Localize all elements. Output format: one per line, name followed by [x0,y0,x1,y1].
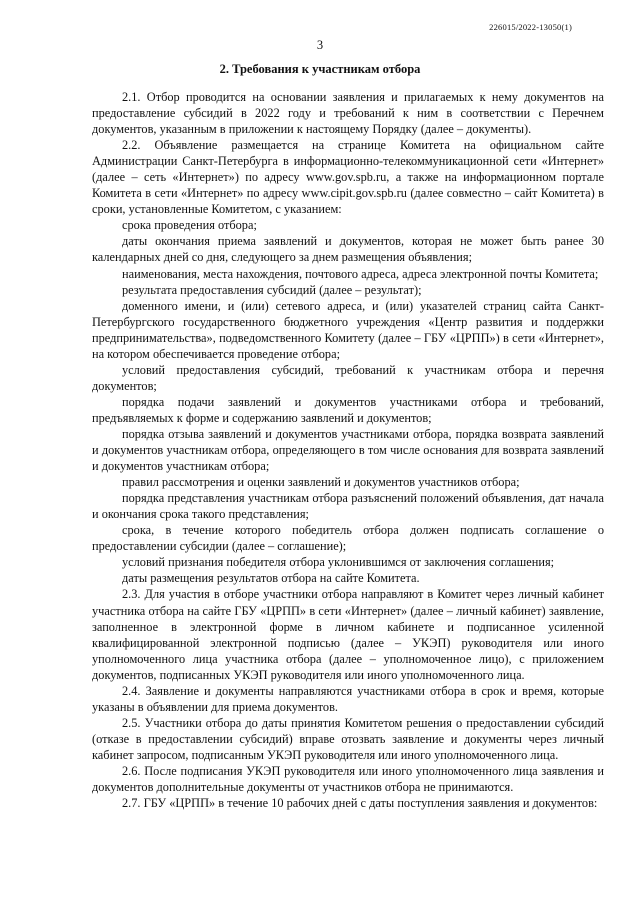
paragraph-2-5: 2.5. Участники отбора до даты принятия Комитетом решения о предоставлении субсидий (отказе в предоставлении субсидий) вправе отозвать заявление и документы через личный кабинет запросом, подписанным УКЭП руководителя или иного уполномоченного лица. [92,715,604,762]
list-item: наименования, места нахождения, почтового адреса, адреса электронной почты Комитета; [122,266,599,281]
list-item: доменного имени, и (или) сетевого адреса, и (или) указателей страниц сайта Санкт-Петербургского государственного бюджетного учреждения «Центр развития и поддержки предпринимательства», подведомственного Комитету (далее – ГБУ «ЦРПП») в сети «Интернет», на котором обеспечивается проведение отбора; [92,298,604,361]
list-item: даты размещения результатов отбора на сайте Комитета. [122,571,420,586]
document-registration-number: 226015/2022-13050(1) [489,22,572,32]
list-item: порядка представления участникам отбора разъяснений положений объявления, дат начала и окончания срока такого представления; [92,491,604,522]
list-item: порядка подачи заявлений и документов участниками отбора и требований, предъявляемых к форме и содержанию заявлений и документов; [92,394,604,425]
list-item: порядка отзыва заявлений и документов участниками отбора, порядка возврата заявлений и документов участникам отбора, определяющего в том числе основания для возврата заявлений и документов участникам отбора; [92,426,604,474]
paragraph-2-3: 2.3. Для участия в отборе участники отбора направляют в Комитет через личный кабинет участника отбора на сайте ГБУ «ЦРПП» в сети «Интернет» (далее – личный кабинет) заявление, заполненное в электронной форме в личном кабинете и подписанное усиленной квалифицированной электронной подписью (далее – УКЭП) руководителя или иного уполномоченного лица участника отбора (далее – уполномоченное лицо), с приложением документов, подписанных УКЭП руководителя или иного уполномоченного лица. [92,587,604,682]
list-item: условий признания победителя отбора уклонившимся от заключения соглашения; [122,555,555,570]
section-title: 2. Требования к участникам отбора [219,62,421,76]
list-item: срока, в течение которого победитель отбора должен подписать соглашение о предоставлении субсидии (далее – соглашение); [92,523,604,554]
list-item: даты окончания приема заявлений и документов, которая не может быть ранее 30 календарных дней со дня, следующего за днем размещения объявления; [92,234,604,265]
paragraph-2-1: 2.1. Отбор проводится на основании заявления и прилагаемых к нему документов на предоставление субсидий в 2022 году и требований к ним в соответствии с Перечнем документов, указанным в приложении к настоящему Порядку (далее – документы). [92,90,604,137]
list-item: результата предоставления субсидий (далее – результат); [122,282,422,297]
list-item: условий предоставления субсидий, требований к участникам отбора и перечня документов; [92,362,604,393]
list-item: правил рассмотрения и оценки заявлений и документов участников отбора; [122,475,520,490]
paragraph-2-2: 2.2. Объявление размещается на странице Комитета на официальном сайте Администрации Санкт-Петербурга в информационно-телекоммуникационной сети «Интернет» (далее – сеть «Интернет») по адресу www.gov.spb.ru, а также на информационном портале Комитета в сети «Интернет» по адресу www.cipit.gov.spb.ru (далее совместно – сайт Комитета) в сроки, установленные Комитетом, с указанием: [92,138,604,217]
document-body [92,89,604,811]
paragraph-2-4: 2.4. Заявление и документы направляются участниками отбора в срок и время, которые указаны в объявлении для приема документов. [92,683,604,714]
paragraph-2-7: 2.7. ГБУ «ЦРПП» в течение 10 рабочих дней с даты поступления заявления и документов: [122,796,598,811]
list-item: срока проведения отбора; [122,218,257,233]
paragraph-2-6: 2.6. После подписания УКЭП руководителя или иного уполномоченного лица заявления и документов дополнительные документы от участников отбора не принимаются. [92,763,604,795]
page-number: 3 [316,38,324,52]
